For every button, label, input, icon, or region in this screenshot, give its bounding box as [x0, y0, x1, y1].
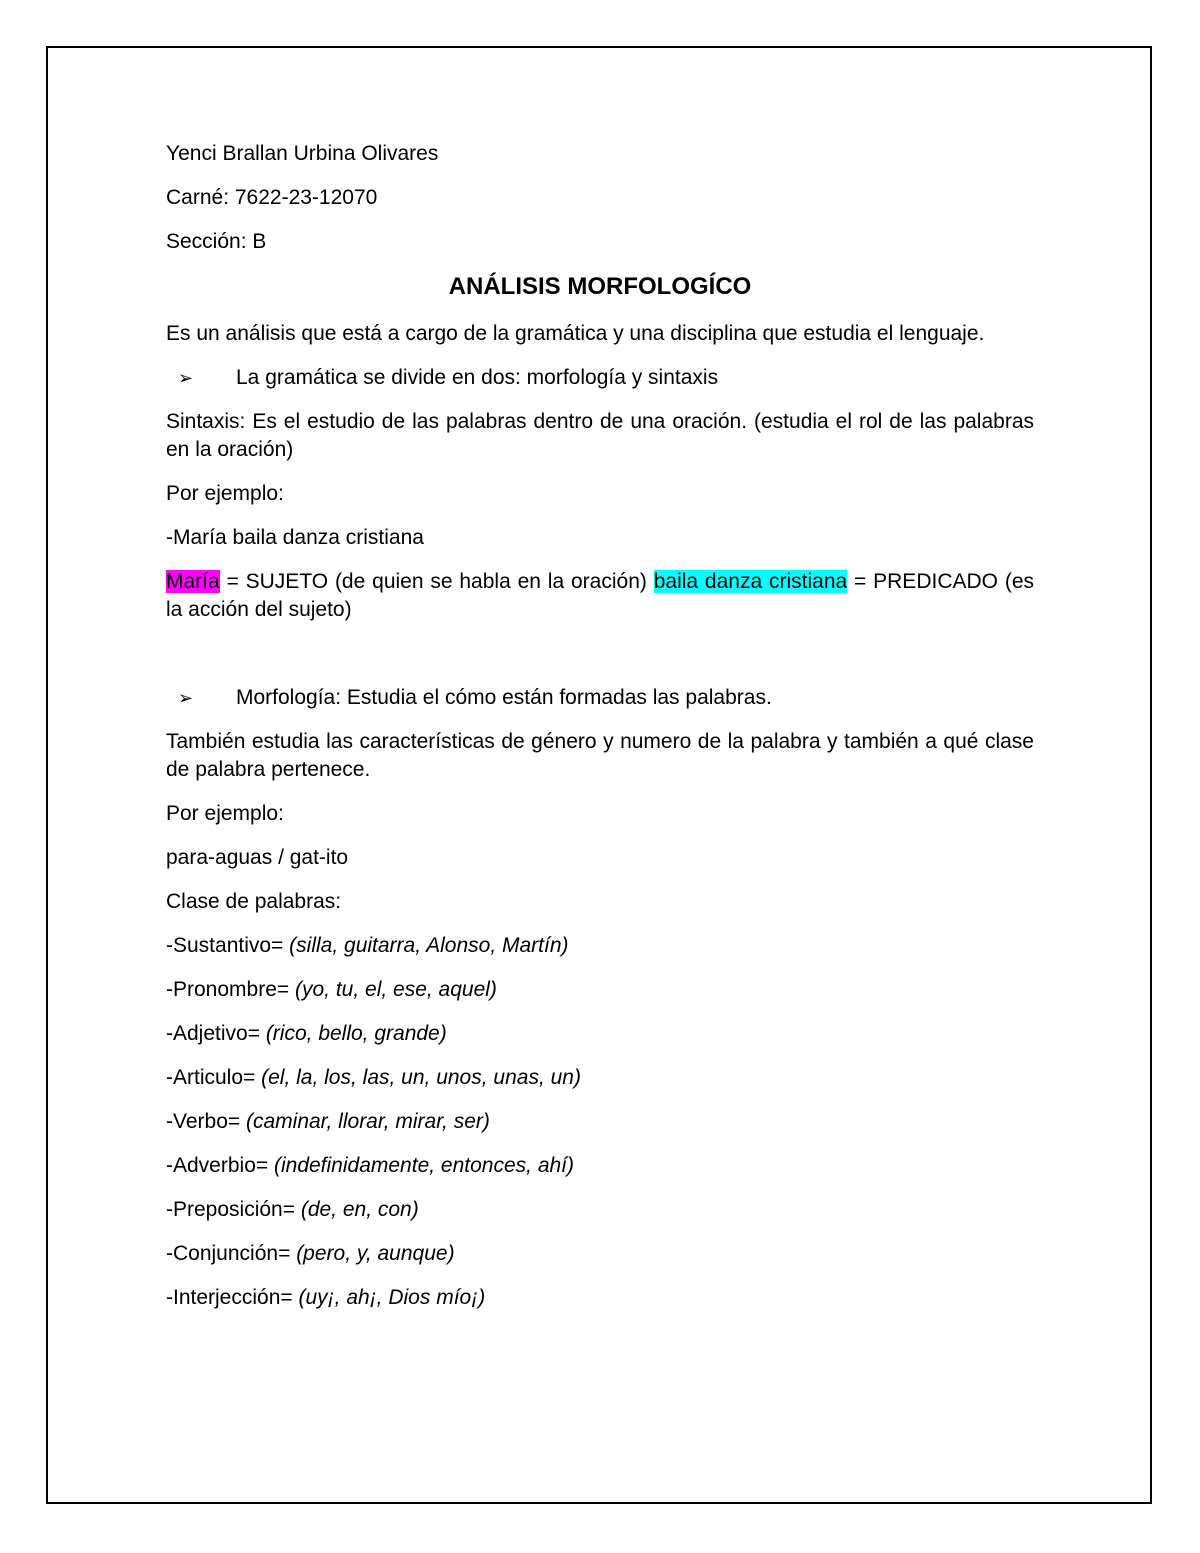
word-example: para-aguas / gat-ito — [166, 846, 349, 869]
sentence-analysis — [166, 568, 1034, 624]
morfologia-paragraph: También estudia las características de género y numero de la palabra y también a qué clase de palabra pertenece. — [166, 730, 1034, 781]
example-label-1: Por ejemplo: — [166, 482, 284, 505]
word-class-label: -Pronombre= — [166, 978, 290, 1001]
sintaxis-paragraph: Sintaxis: Es el estudio de las palabras dentro de una oración. (estudia el rol de las palabras en la oración) — [166, 410, 1034, 461]
predicate-highlight: baila danza cristiana — [653, 570, 848, 593]
word-class-examples: (caminar, llorar, mirar, ser) — [245, 1110, 490, 1133]
arrowhead-bullet-icon: ➢ — [178, 688, 194, 708]
document-body — [166, 140, 1034, 1328]
example-label-2: Por ejemplo: — [166, 802, 284, 825]
intro-paragraph: Es un análisis que está a cargo de la gramática y una disciplina que estudia el lenguaje. — [166, 322, 985, 345]
word-class-examples: (rico, bello, grande) — [265, 1022, 447, 1045]
bullet-grammar-text: La gramática se divide en dos: morfología y sintaxis — [236, 366, 719, 389]
word-class-item — [166, 976, 1034, 1004]
example-sentence: -María baila danza cristiana — [166, 526, 424, 549]
subject-description: = SUJETO (de quien se habla en la oración) — [219, 570, 654, 593]
word-class-examples: (de, en, con) — [300, 1198, 419, 1221]
student-name: Yenci Brallan Urbina Olivares — [166, 142, 439, 165]
word-class-item — [166, 1064, 1034, 1092]
word-class-item — [166, 1152, 1034, 1180]
word-class-label: -Adjetivo= — [166, 1022, 260, 1045]
word-class-examples: (el, la, los, las, un, unos, unas, un) — [261, 1066, 581, 1089]
word-class-label: -Verbo= — [166, 1110, 241, 1133]
word-class-label: -Interjección= — [166, 1286, 293, 1309]
subject-highlight: María — [166, 570, 220, 593]
word-class-item — [166, 1020, 1034, 1048]
student-id: Carné: 7622-23-12070 — [166, 186, 378, 209]
word-class-examples: (yo, tu, el, ese, aquel) — [294, 978, 497, 1001]
word-class-label: -Conjunción= — [166, 1242, 291, 1265]
word-class-label: -Preposición= — [166, 1198, 295, 1221]
word-class-item — [166, 1284, 1034, 1312]
word-class-label: -Articulo= — [166, 1066, 256, 1089]
word-class-item — [166, 932, 1034, 960]
section: Sección: B — [166, 230, 267, 253]
bullet-morphology — [178, 684, 1034, 712]
arrowhead-bullet-icon: ➢ — [178, 368, 194, 388]
word-class-examples: (uy¡, ah¡, Dios mío¡) — [298, 1286, 486, 1309]
word-classes-heading: Clase de palabras: — [166, 890, 342, 913]
word-class-examples: (silla, guitarra, Alonso, Martín) — [289, 934, 569, 957]
bullet-morphology-text: Morfología: Estudia el cómo están formadas las palabras. — [236, 686, 772, 709]
document-title: ANÁLISIS MORFOLOGÍCO — [448, 273, 752, 300]
bullet-grammar — [178, 364, 1034, 392]
word-class-label: -Sustantivo= — [166, 934, 284, 957]
word-class-examples: (indefinidamente, entonces, ahí) — [273, 1154, 575, 1177]
word-class-item — [166, 1196, 1034, 1224]
blank-line — [166, 640, 1034, 684]
word-class-label: -Adverbio= — [166, 1154, 269, 1177]
word-class-item — [166, 1240, 1034, 1268]
word-class-item — [166, 1108, 1034, 1136]
word-class-examples: (pero, y, aunque) — [296, 1242, 455, 1265]
predicate-description: = PREDICADO (es la acción del sujeto) — [166, 570, 1035, 621]
